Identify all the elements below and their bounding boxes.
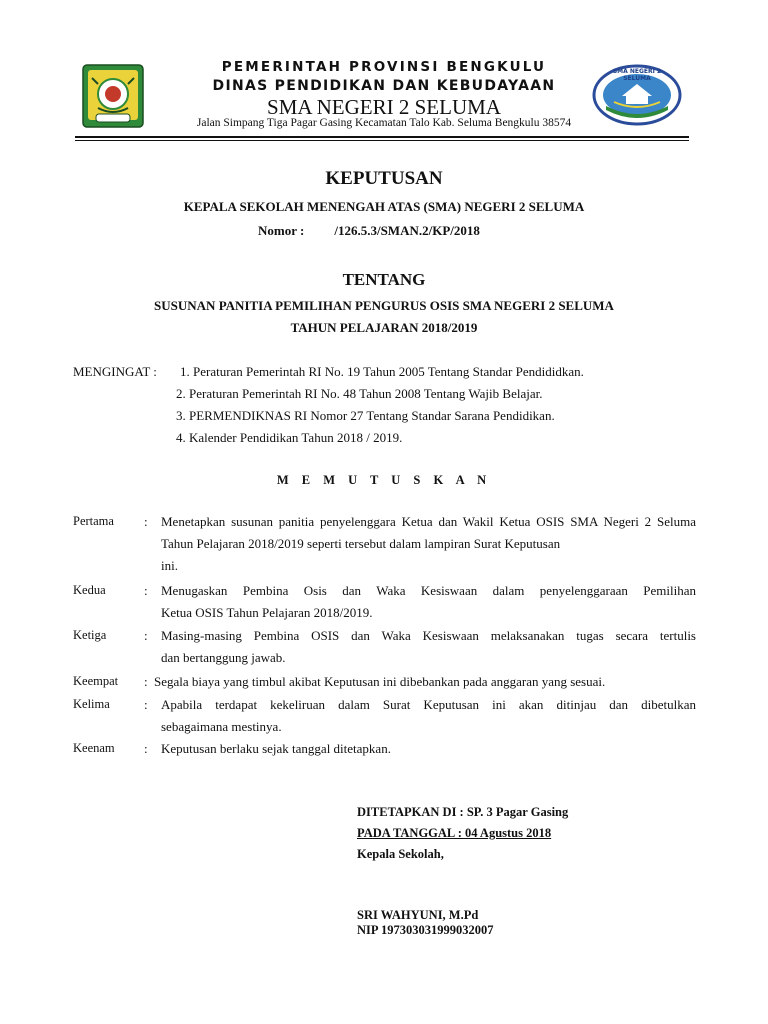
decision-colon: : <box>144 741 148 756</box>
decision-text-end: dan bertanggung jawab. <box>161 650 286 665</box>
mengingat-item: 4. Kalender Pendidikan Tahun 2018 / 2019. <box>176 430 403 445</box>
nomor-label: Nomor : <box>258 223 305 238</box>
letterhead-divider <box>75 136 689 138</box>
mengingat-item: 2. Peraturan Pemerintah RI No. 48 Tahun 2008 Tentang Wajib Belajar. <box>176 386 543 401</box>
decision-colon: : <box>144 697 148 712</box>
decision-label: Kelima <box>73 697 110 711</box>
about-line-1: SUSUNAN PANITIA PEMILIHAN PENGURUS OSIS SMA NEGERI 2 SELUMA <box>154 298 614 313</box>
decision-colon: : <box>144 583 148 598</box>
decision-colon: : <box>144 514 148 529</box>
decision-text-body: Menugaskan Pembina Osis dan Waka Kesiswaan dalam penyelenggaraan Pemilihan <box>161 583 696 598</box>
decision-text <box>161 694 696 738</box>
decision-text-end: Ketua OSIS Tahun Pelajaran 2018/2019. <box>161 605 373 620</box>
decision-text <box>161 511 696 577</box>
decision-colon: : <box>144 674 148 689</box>
nomor-value: /126.5.3/SMAN.2/KP/2018 <box>334 223 480 238</box>
document-title: KEPUTUSAN <box>325 168 443 189</box>
decision-text-end: sebagaimana mestinya. <box>161 719 282 734</box>
decision-colon: : <box>144 628 148 643</box>
document-number <box>258 223 480 239</box>
kop-address: Jalan Simpang Tiga Pagar Gasing Kecamatan Talo Kab. Seluma Bengkulu 38574 <box>196 117 572 129</box>
signatory-nip: NIP 197303031999032007 <box>357 923 494 937</box>
decision-label: Ketiga <box>73 628 107 642</box>
tentang-heading: TENTANG <box>342 270 426 289</box>
kop-department: DINAS PENDIDIKAN DAN KEBUDAYAAN <box>212 78 556 94</box>
signature-date: PADA TANGGAL : 04 Agustus 2018 <box>357 826 552 840</box>
decision-text-body: Apabila terdapat kekeliruan dalam Surat Keputusan ini akan ditinjau dan dibetulkan <box>161 697 696 712</box>
mengingat-item: 3. PERMENDIKNAS RI Nomor 27 Tentang Standar Sarana Pendidikan. <box>176 408 555 423</box>
decision-label: Keempat <box>73 674 119 688</box>
kop-province: PEMERINTAH PROVINSI BENGKULU <box>221 59 547 75</box>
kop-school-name: SMA NEGERI 2 SELUMA <box>267 95 501 119</box>
school-logo-text: SMA NEGERI 2 SELUMA <box>612 68 662 82</box>
decision-label: Pertama <box>73 514 114 528</box>
decision-text <box>161 625 696 669</box>
decision-text-body: Menetapkan susunan panitia penyelenggara Ketua dan Wakil Ketua OSIS SMA Negeri 2 Seluma Tahun Pelajaran 2018/2019 seperti tersebut dalam lampiran Surat Keputusan <box>161 514 696 551</box>
mengingat-item: 1. Peraturan Pemerintah RI No. 19 Tahun 2005 Tentang Standar Pendididkan. <box>180 364 584 379</box>
decision-text-body: Masing-masing Pembina OSIS dan Waka Kesiswaan melaksanakan tugas secara tertulis <box>161 628 696 643</box>
signature-title: Kepala Sekolah, <box>357 847 444 861</box>
decision-text-end: ini. <box>161 558 178 573</box>
mengingat-label: MENGINGAT : <box>73 364 157 379</box>
about-line-2: TAHUN PELAJARAN 2018/2019 <box>290 320 478 335</box>
decision-label: Keenam <box>73 741 115 755</box>
decision-text: Segala biaya yang timbul akibat Keputusan ini dibebankan pada anggaran yang sesuai. <box>154 674 606 689</box>
decision-text <box>161 580 696 624</box>
memutuskan-heading: M E M U T U S K A N <box>276 473 492 487</box>
decision-label: Kedua <box>73 583 106 597</box>
decision-text: Keputusan berlaku sejak tanggal ditetapkan. <box>161 741 391 756</box>
document-issuer: KEPALA SEKOLAH MENENGAH ATAS (SMA) NEGERI 2 SELUMA <box>183 199 585 214</box>
signatory-name: SRI WAHYUNI, M.Pd <box>357 908 479 922</box>
letterhead-divider-thin <box>75 140 689 141</box>
signature-place: DITETAPKAN DI : SP. 3 Pagar Gasing <box>357 805 569 819</box>
